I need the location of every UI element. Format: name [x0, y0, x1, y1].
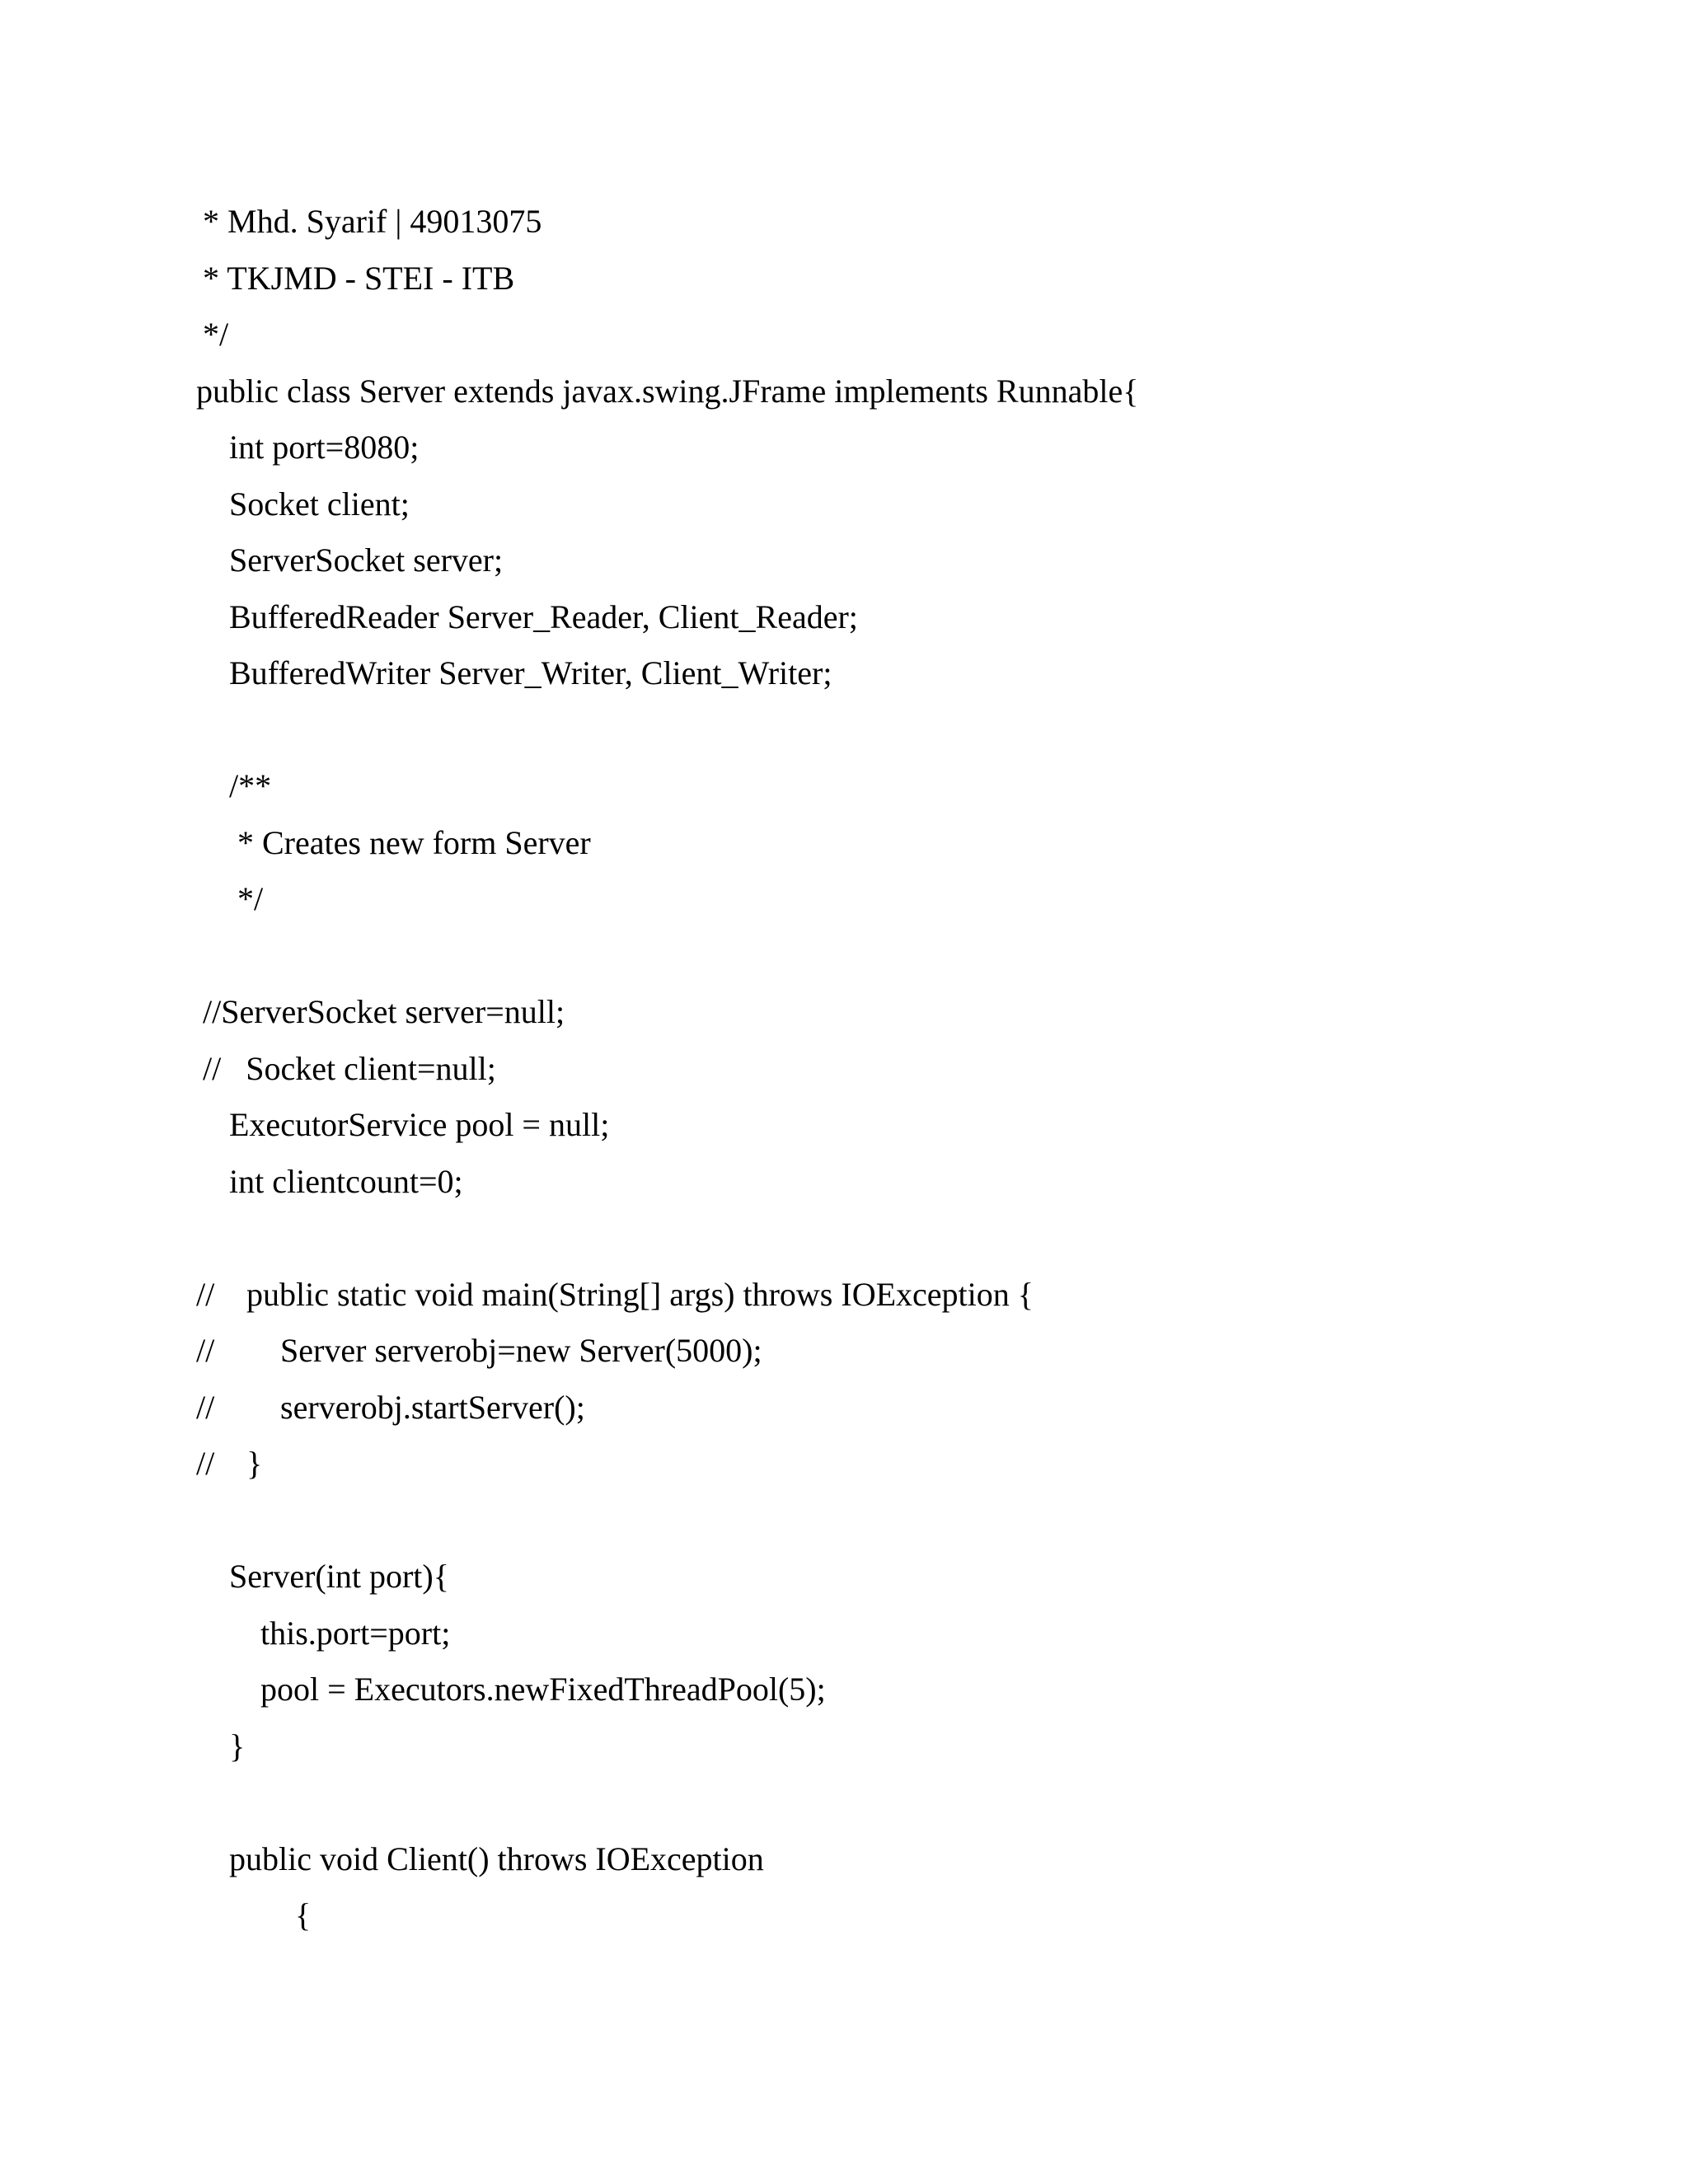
code-line [0, 363, 1688, 420]
commented-code-text: public static void main(String[] args) throws IOException { [246, 1275, 1034, 1313]
code-text: // [196, 1388, 215, 1426]
code-text: public class Server extends javax.swing.JFrame implements Runnable{ [196, 372, 1139, 410]
code-text: * Creates new form Server [237, 823, 591, 861]
code-text: int port=8080; [229, 429, 420, 466]
code-line [0, 589, 1688, 646]
code-line [0, 532, 1688, 589]
code-text: pool = Executors.newFixedThreadPool(5); [260, 1671, 826, 1708]
code-line [0, 1323, 1688, 1380]
code-line [0, 1267, 1688, 1324]
code-line [0, 194, 1688, 251]
code-text: ExecutorService pool = null; [229, 1106, 610, 1143]
code-text: int clientcount=0; [229, 1162, 463, 1200]
code-line [0, 815, 1688, 872]
commented-code-text: serverobj.startServer(); [280, 1388, 585, 1426]
code-line [0, 419, 1688, 476]
code-line [0, 1041, 1688, 1098]
blank-line [0, 1493, 1688, 1549]
code-text: //ServerSocket server=null; [203, 993, 565, 1030]
code-text: /** [229, 767, 272, 804]
code-line [0, 1549, 1688, 1605]
code-line [0, 251, 1688, 307]
code-text: BufferedReader Server_Reader, Client_Reader; [229, 598, 858, 635]
commented-code-text: } [246, 1445, 263, 1482]
code-text: * Mhd. Syarif | 49013075 [203, 203, 542, 240]
blank-line [0, 1210, 1688, 1267]
code-text: // [196, 1445, 215, 1482]
code-line [0, 1380, 1688, 1436]
code-line [0, 1436, 1688, 1493]
code-line [0, 1661, 1688, 1718]
code-line [0, 645, 1688, 702]
code-line [0, 871, 1688, 928]
code-text: { [295, 1896, 312, 1933]
code-line [0, 758, 1688, 815]
code-line [0, 1154, 1688, 1211]
code-text: * TKJMD - STEI - ITB [203, 259, 515, 297]
code-text: this.port=port; [260, 1614, 451, 1652]
blank-line [0, 1774, 1688, 1831]
code-line [0, 1097, 1688, 1154]
code-line [0, 1718, 1688, 1775]
code-text: public void Client() throws IOException [229, 1840, 764, 1877]
code-text: BufferedWriter Server_Writer, Client_Writer; [229, 654, 832, 691]
code-text: // [196, 1275, 215, 1313]
code-text: // Socket client=null; [203, 1049, 496, 1087]
code-text: */ [237, 880, 264, 917]
commented-code-text: Server serverobj=new Server(5000); [280, 1332, 762, 1369]
code-text: */ [203, 316, 229, 353]
code-line [0, 1831, 1688, 1888]
code-text: Server(int port){ [229, 1558, 449, 1595]
code-listing [0, 194, 1688, 1944]
code-line [0, 1887, 1688, 1944]
blank-line [0, 702, 1688, 759]
code-line [0, 984, 1688, 1041]
code-text: } [229, 1727, 246, 1765]
code-line [0, 307, 1688, 363]
code-text: Socket client; [229, 485, 410, 523]
blank-line [0, 928, 1688, 985]
code-text: // [196, 1332, 215, 1369]
code-text: ServerSocket server; [229, 541, 504, 579]
code-line [0, 476, 1688, 533]
code-line [0, 1605, 1688, 1662]
